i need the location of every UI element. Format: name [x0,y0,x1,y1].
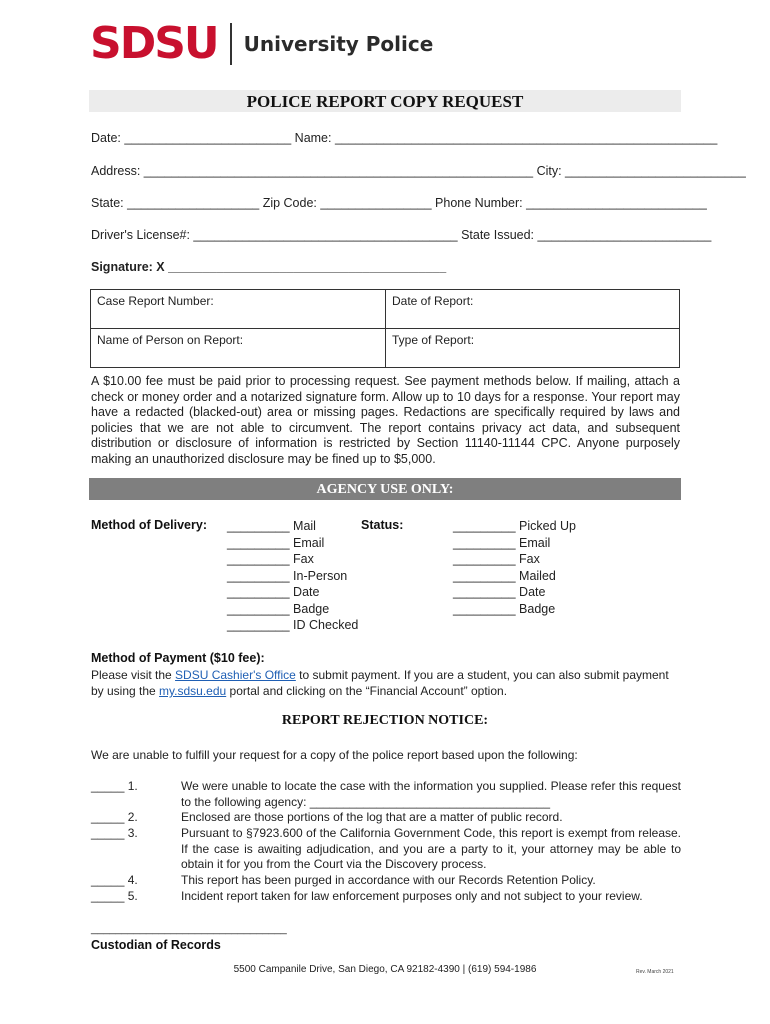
payment-text: to submit payment. If you are a student, you can also submit payment by using the [91,668,669,698]
report-info-table [90,289,680,368]
sdsu-logo [90,18,434,69]
rejection-item-number[interactable]: _____ 3. [91,826,138,840]
status-option[interactable]: _________ Date [453,585,546,599]
date-of-report-cell[interactable]: Date of Report: [386,290,680,329]
address-city-line[interactable]: Address: ________________________________________________________ City: __________________________ [91,164,746,178]
rejection-item-text: Enclosed are those portions of the log that are a matter of public record. [181,810,563,824]
delivery-option[interactable]: _________ ID Checked [227,618,359,632]
case-report-number-cell[interactable]: Case Report Number: [91,290,386,329]
state-zip-phone-line[interactable]: State: ___________________ Zip Code: ________________ Phone Number: __________________________ [91,196,707,210]
rejection-item-number[interactable]: _____ 2. [91,810,138,824]
agency-use-header: AGENCY USE ONLY: [89,478,681,500]
rejection-item-text: Pursuant to §7923.600 of the California Government Code, this report is exempt from release. If the case is awaiting adjudication, and you are a party to it, your attorney may be able to obtain it for you from the Court via the Discovery process. [181,826,681,872]
footer-address: 5500 Campanile Drive, San Diego, CA 92182-4390 | (619) 594-1986 [233,964,537,975]
status-label: Status: [361,518,404,532]
status-option[interactable]: _________ Mailed [453,568,556,583]
payment-text: portal and clicking on the “Financial Account” option. [226,684,508,698]
date-name-line[interactable]: Date: ________________________ Name: _______________________________________________________ [91,131,718,145]
my-sdsu-link[interactable]: my.sdsu.edu [159,684,227,698]
status-option[interactable]: _________ Email [453,535,551,550]
signature-line[interactable]: Signature: X ________________________________________ [91,260,447,274]
rejection-item-text: Incident report taken for law enforcement purposes only and not subject to your review. [181,889,643,903]
rejection-notice-title: REPORT REJECTION NOTICE: [281,713,489,728]
type-of-report-cell[interactable]: Type of Report: [386,329,680,368]
delivery-option[interactable]: _________ Fax [227,552,314,566]
rejection-item-number[interactable]: _____ 5. [91,889,138,903]
status-options-list [453,518,576,617]
rejection-item-text: We were unable to locate the case with the information you supplied. Please refer this request to the following agency: ____________________________________ [181,779,681,809]
custodian-label: Custodian of Records [91,938,221,952]
delivery-option[interactable]: _________ Date [227,585,320,599]
cashiers-office-link[interactable]: SDSU Cashier's Office [175,668,296,682]
logo-divider [230,23,232,65]
delivery-option[interactable]: _________ In-Person [227,568,348,583]
delivery-option[interactable]: _________ Mail [227,519,316,533]
status-option[interactable]: _________ Picked Up [453,519,577,533]
status-option[interactable]: _________ Fax [453,552,540,566]
rejection-item-number[interactable]: _____ 1. [91,779,138,793]
payment-text: Please visit the [91,668,176,682]
rejection-intro: We are unable to fulfill your request for a copy of the police report based upon the following: [91,748,578,762]
name-on-report-cell[interactable]: Name of Person on Report: [91,329,386,368]
fee-notice-paragraph: A $10.00 fee must be paid prior to processing request. See payment methods below. If mailing, attach a check or money order and a notarized signature form. Allow up to 10 days for a response. Your report may have a redacted (blacked-out) area or missing pages. Redactions are specifically required by laws and policies that we are not able to circumvent. The report contains privacy act data, and subsequent distribution or disclosure of information is restricted by Section 11140-11144 CPC. Anyone purposely making an unauthorized disclosure may be fined up to $5,000. [91,374,680,466]
status-option[interactable]: _________ Badge [453,601,556,616]
delivery-options-list [227,518,358,634]
logo-wordmark: SDSU [90,18,218,69]
department-name: University Police [243,32,434,56]
delivery-method-label: Method of Delivery: [91,518,207,532]
license-state-line[interactable]: Driver's License#: ______________________________________ State Issued: _________________________ [91,228,712,242]
rejection-item-number[interactable]: _____ 4. [91,873,138,887]
delivery-option[interactable]: _________ Email [227,535,325,550]
payment-instructions [91,667,680,699]
form-title: POLICE REPORT COPY REQUEST [89,90,681,112]
custodian-signature-line[interactable]: ________________________________ [91,923,287,935]
delivery-option[interactable]: _________ Badge [227,601,330,616]
revision-date: Rev. March 2021 [636,969,674,975]
rejection-item-text: This report has been purged in accordance with our Records Retention Policy. [181,873,596,887]
payment-method-label: Method of Payment ($10 fee): [91,651,265,665]
